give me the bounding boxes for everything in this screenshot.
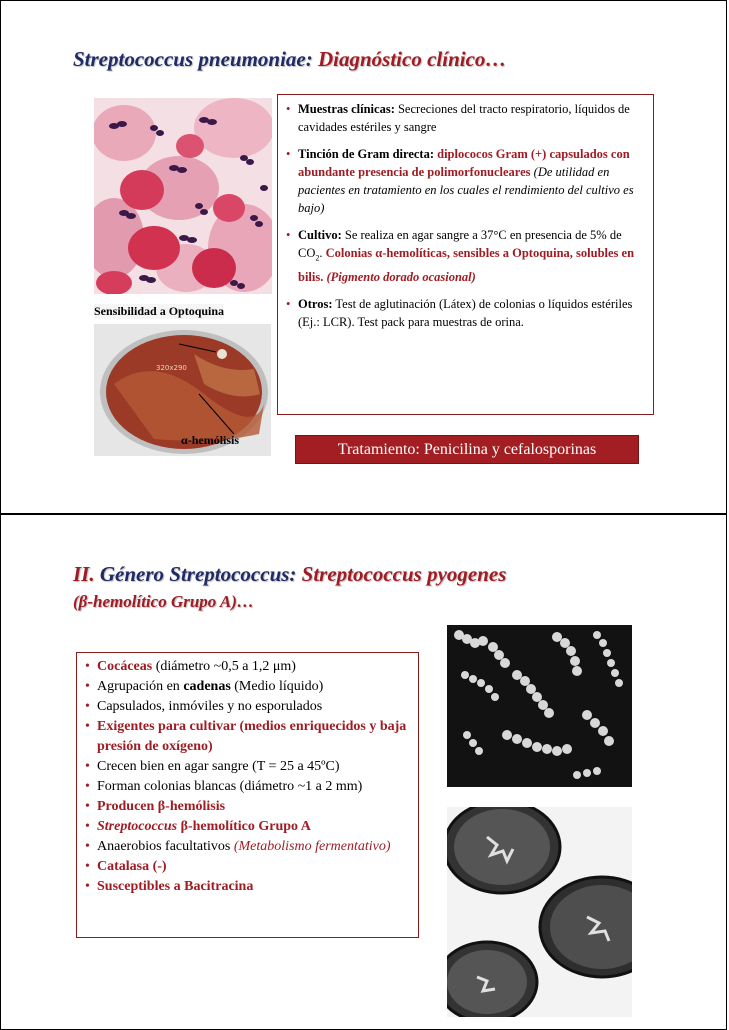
label-alpha-hemolisis: α-hemólisis <box>181 433 240 447</box>
image-caption: 320x290 <box>156 364 187 372</box>
bullet-tincion: • Tinción de Gram directa: diplococos Gram (+) capsulados con abundante presencia de polimorfonucleares (De utilidad en pacientes en tratamiento en los cuales el rendimiento del cultivo es bajo) <box>284 145 647 217</box>
bullet-catalasa: • Catalasa (-) <box>83 857 412 877</box>
bullet-otros: • Otros: Test de aglutinación (Látex) de colonias o líquidos estériles (Ej.: LCR). Test pack para muestras de orina. <box>284 295 647 331</box>
bullet-hemolisis: • Producen β-hemólisis <box>83 797 412 817</box>
slide-2-title: II. Género Streptococcus: Streptococcus pyogenes <box>73 562 507 586</box>
label-optoquina: Sensibilidad a Optoquina <box>94 304 225 318</box>
bullet-capsulados: • Capsulados, inmóviles y no esporulados <box>83 697 412 717</box>
bullet-anaerobios: • Anaerobios facultativos (Metabolismo fermentativo) <box>83 837 412 857</box>
title-topic: Diagnóstico clínico… <box>312 47 507 71</box>
bullet-exigentes: • Exigentes para cultivar (medios enriquecidos y baja presión de oxígeno) <box>83 717 412 757</box>
bullet-cocaceas: • Cocáceas (diámetro ~0,5 a 1,2 μm) <box>83 657 412 677</box>
bullet-muestras: • Muestras clínicas: Secreciones del tracto respiratorio, líquidos de cavidades estériles y sangre <box>284 100 647 136</box>
treatment-banner: Tratamiento: Penicilina y cefalosporinas <box>295 435 639 464</box>
title-organism: Streptococcus pneumoniae: <box>73 47 313 71</box>
bullet-colonias: • Forman colonias blancas (diámetro ~1 a 2 mm) <box>83 777 412 797</box>
diagnosis-box <box>277 94 654 415</box>
characteristics-box <box>76 652 419 938</box>
bullet-bacitracina: • Susceptibles a Bacitracina <box>83 877 412 897</box>
slide-2-subtitle: (β-hemolítico Grupo A)… <box>73 592 254 611</box>
slide-1 <box>0 0 727 514</box>
slide-2 <box>0 514 727 1030</box>
slide-1-title <box>73 47 506 72</box>
gram-stain-image <box>94 98 272 294</box>
bullet-crecen: • Crecen bien en agar sangre (T = 25 a 45ºC) <box>83 757 412 777</box>
bullet-agrupacion: • Agrupación en cadenas (Medio líquido) <box>83 677 412 697</box>
tem-cells-image <box>447 807 632 1017</box>
sem-chains-image <box>447 625 632 787</box>
bullet-grupo-a: • Streptococcus β-hemolítico Grupo A <box>83 817 412 837</box>
bullet-cultivo: • Cultivo: Se realiza en agar sangre a 37°C en presencia de 5% de $CO_2$. Colonias α-hemolíticas, sensibles a Optoquina, solubles en bilis. (Pigmento dorado ocasional) <box>284 226 647 286</box>
